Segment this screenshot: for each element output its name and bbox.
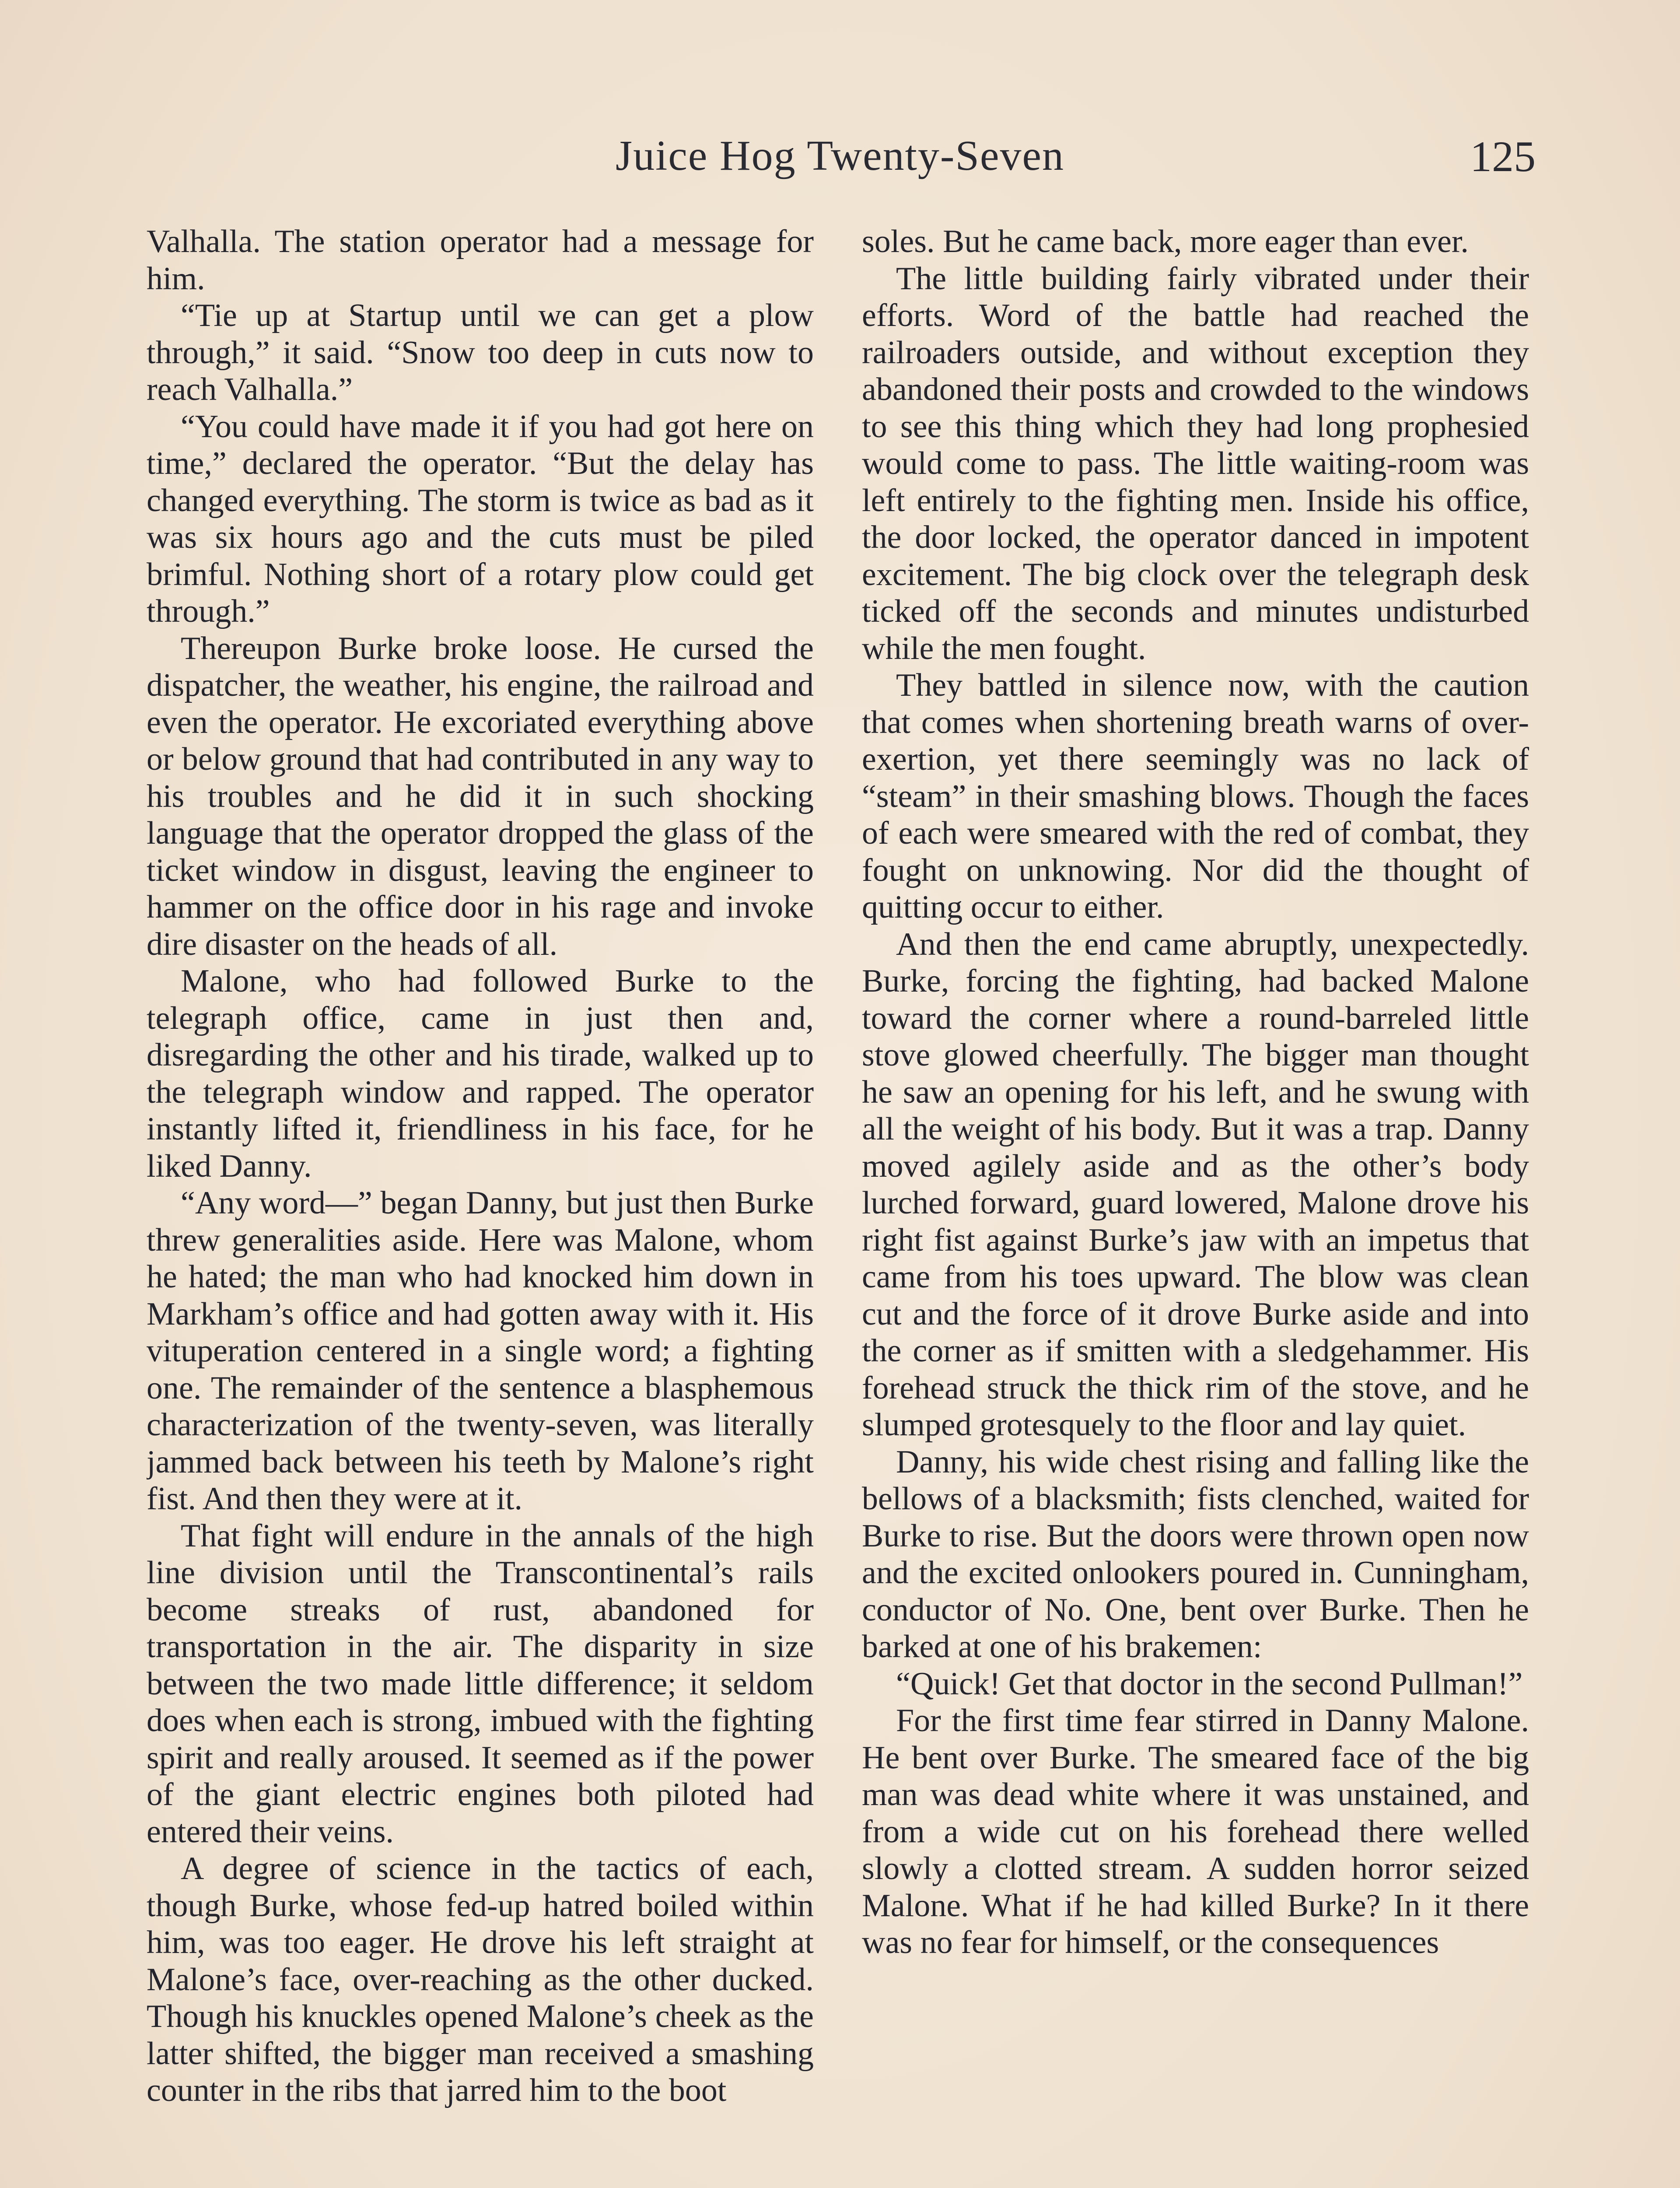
- paragraph: Danny, his wide chest rising and falling like the bellows of a blacksmith; fists clenched, waited for Burke to rise. But the doors were thrown open now and the excited onlookers poured in. Cunningham, conductor of No. One, bent over Burke. Then he barked at one of his brakemen:: [862, 1444, 1529, 1665]
- paragraph: And then the end came abruptly, unexpectedly. Burke, forcing the fighting, had backed Malone toward the corner where a round-barreled little stove glowed cheerfully. The bigger man thought he saw an opening for his left, and he swung with all the weight of his body. But it was a trap. Danny moved agilely aside and as the other’s body lurched forward, guard lowered, Malone drove his right fist against Burke’s jaw with an impetus that came from his toes upward. The blow was clean cut and the force of it drove Burke aside and into the corner as if smitten with a sledgehammer. His forehead struck the thick rim of the stove, and he slumped grotesquely to the floor and lay quiet.: [862, 926, 1529, 1443]
- paragraph: “Any word—” began Danny, but just then Burke threw generalities aside. Here was Malone, whom he hated; the man who had knocked him down in Markham’s office and had gotten away with it. His vituperation centered in a single word; a fighting one. The remainder of the sentence a blasphemous characterization of the twenty-seven, was literally jammed back between his teeth by Malone’s right fist. And then they were at it.: [147, 1185, 814, 1517]
- right-text-column: [862, 223, 1529, 2188]
- paragraph: Malone, who had followed Burke to the telegraph office, came in just then and, disregarding the other and his tirade, walked up to the telegraph window and rapped. The operator instantly lifted it, friendliness in his face, for he liked Danny.: [147, 963, 814, 1184]
- paragraph: Thereupon Burke broke loose. He cursed the dispatcher, the weather, his engine, the railroad and even the operator. He excoriated everything above or below ground that had contributed in any way to his troubles and he did it in such shocking language that the operator dropped the glass of the ticket window in disgust, leaving the engineer to hammer on the office door in his rage and invoke dire disaster on the heads of all.: [147, 630, 814, 962]
- paragraph: For the first time fear stirred in Danny Malone. He bent over Burke. The smeared face of the big man was dead white where it was unstained, and from a wide cut on his forehead there welled slowly a clotted stream. A sudden horror seized Malone. What if he had killed Burke? In it there was no fear for himself, or the consequences: [862, 1703, 1529, 1960]
- left-text-column: [147, 223, 814, 2188]
- paragraph: “You could have made it if you had got here on time,” declared the operator. “But the delay has changed everything. The storm is twice as bad as it was six hours ago and the cuts must be piled brimful. Nothing short of a rotary plow could get through.”: [147, 408, 814, 629]
- paragraph: “Tie up at Startup until we can get a plow through,” it said. “Snow too deep in cuts now to reach Valhalla.”: [147, 298, 814, 407]
- paragraph: That fight will endure in the annals of the high line division until the Transcontinental’s rails become streaks of rust, abandoned for transportation in the air. The disparity in size between the two made little difference; it seldom does when each is strong, imbued with the fighting spirit and really aroused. It seemed as if the power of the giant electric engines both piloted had entered their veins.: [147, 1518, 814, 1850]
- paragraph: They battled in silence now, with the caution that comes when shortening breath warns of over-exertion, yet there seemingly was no lack of “steam” in their smashing blows. Though the faces of each were smeared with the red of combat, they fought on unknowing. Nor did the thought of quitting occur to either.: [862, 667, 1529, 925]
- paragraph: The little building fairly vibrated under their efforts. Word of the battle had reached the railroaders outside, and without exception they abandoned their posts and crowded to the windows to see this thing which they had long prophesied would come to pass. The little waiting-room was left entirely to the fighting men. Inside his office, the door locked, the operator danced in impotent excitement. The big clock over the telegraph desk ticked off the seconds and minutes undisturbed while the men fought.: [862, 260, 1529, 666]
- paragraph: “Quick! Get that doctor in the second Pullman!”: [896, 1666, 1523, 1702]
- page-number: 125: [1470, 132, 1536, 181]
- paragraph: Valhalla. The station operator had a message for him.: [147, 224, 814, 297]
- paragraph: soles. But he came back, more eager than ever.: [862, 224, 1469, 259]
- paragraph: A degree of science in the tactics of each, though Burke, whose fed-up hatred boiled within him, was too eager. He drove his left straight at Malone’s face, over-reaching as the other ducked. Though his knuckles opened Malone’s cheek as the latter shifted, the bigger man received a smashing counter in the ribs that jarred him to the boot: [147, 1851, 814, 2108]
- running-header-title: Juice Hog Twenty-Seven: [615, 132, 1064, 179]
